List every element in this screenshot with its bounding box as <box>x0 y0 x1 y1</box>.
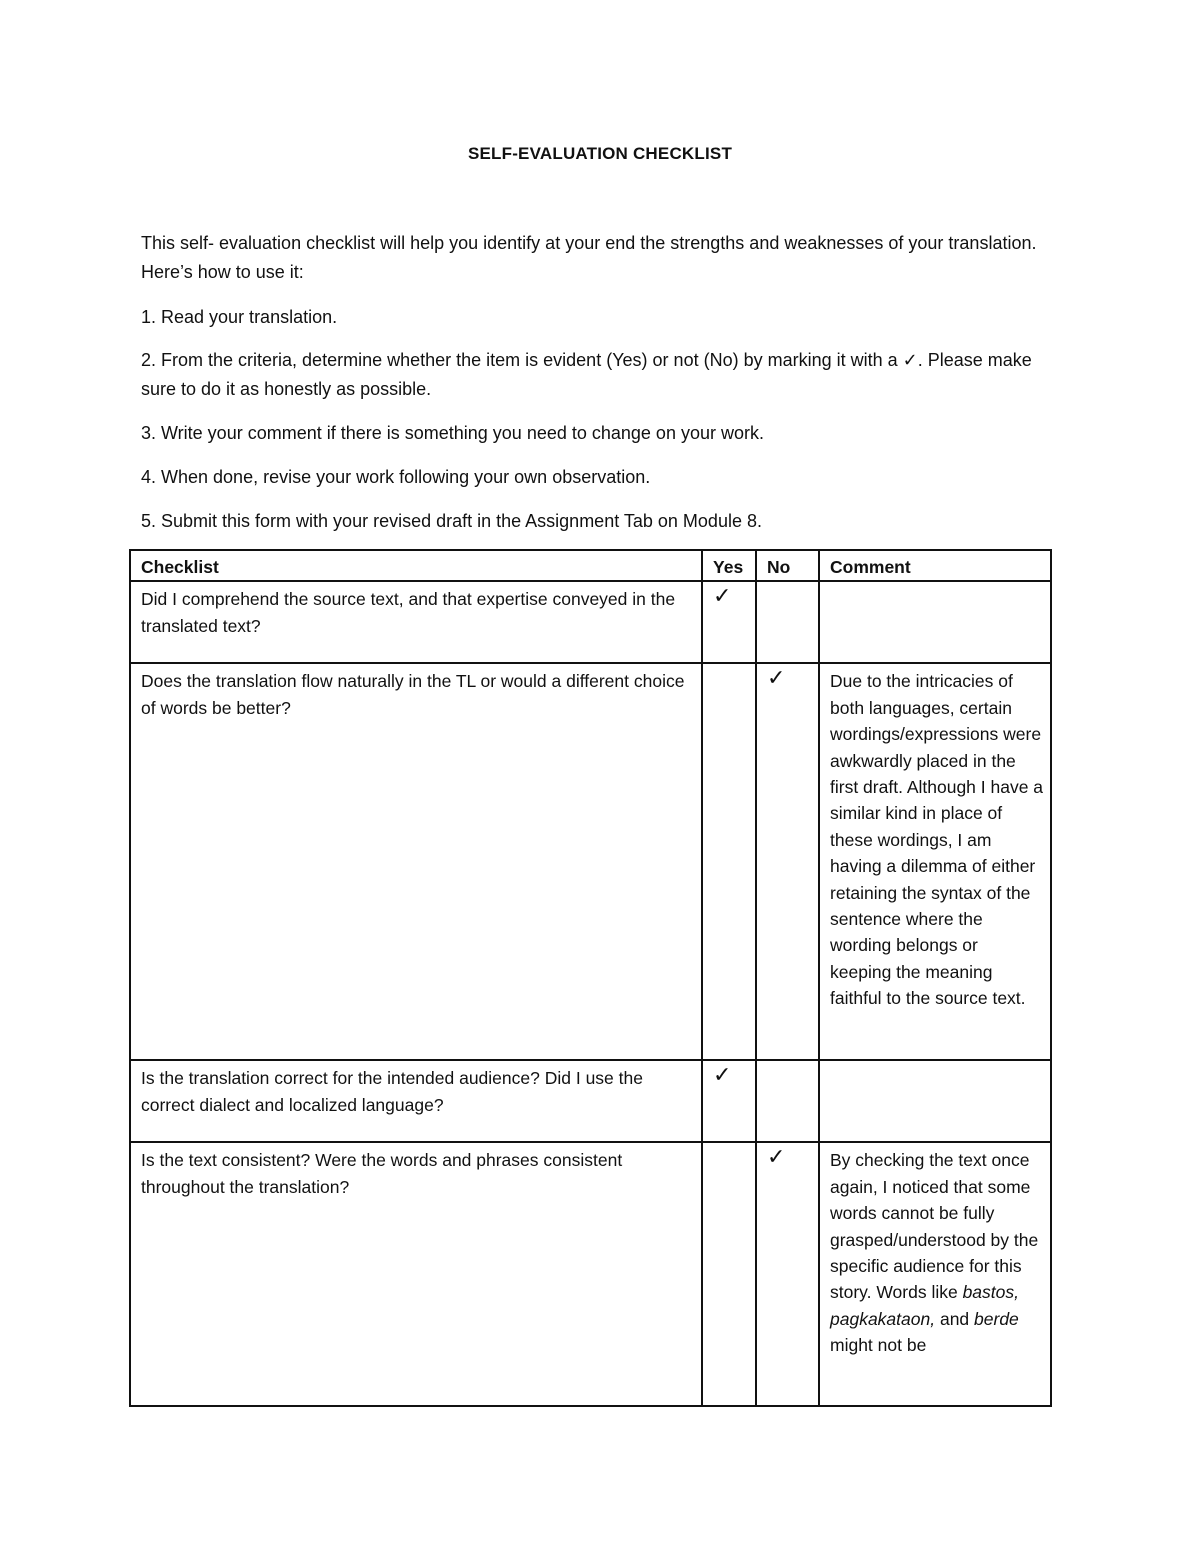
comment-italic-word: bastos, <box>962 1282 1020 1303</box>
header-checklist: Checklist <box>130 550 702 581</box>
question-cell: Does the translation flow naturally in the TL or would a different choice of words be better? <box>130 663 702 1060</box>
table-row <box>130 1142 1051 1406</box>
comment-cell <box>819 581 1051 663</box>
comment-cell <box>819 1142 1051 1406</box>
yes-check-mark: ✓ <box>702 1060 756 1142</box>
step-1: 1. Read your translation. <box>141 307 338 327</box>
comment-cell <box>819 1060 1051 1142</box>
header-yes: Yes <box>702 550 756 581</box>
comment-text: might not be <box>830 1335 927 1356</box>
header-no: No <box>756 550 819 581</box>
step-3: 3. Write your comment if there is something you need to change on your work. <box>141 423 764 443</box>
question-cell: Did I comprehend the source text, and that expertise conveyed in the translated text? <box>130 581 702 663</box>
yes-check-mark: ✓ <box>702 581 756 663</box>
comment-cell: Due to the intricacies of both languages, certain wordings/expressions were awkwardly placed in the first draft. Although I have a similar kind in place of these wordings, I am having a dilemma of either retaining the syntax of the sentence where the wording belongs or keeping the meaning faithful to the source text. <box>819 663 1051 1060</box>
step-2: 2. From the criteria, determine whether the item is evident (Yes) or not (No) by marking it with a ✓. Please make sure to do it as honestly as possible. <box>141 350 1032 399</box>
yes-check-mark <box>702 1142 756 1406</box>
no-check-mark: ✓ <box>756 663 819 1060</box>
table-header-row <box>130 550 1051 581</box>
checklist-table <box>129 549 1052 1407</box>
step-4: 4. When done, revise your work following your own observation. <box>141 467 651 487</box>
no-check-mark: ✓ <box>756 1142 819 1406</box>
step-5: 5. Submit this form with your revised draft in the Assignment Tab on Module 8. <box>141 511 762 531</box>
page-title: SELF-EVALUATION CHECKLIST <box>467 144 733 163</box>
table-row <box>130 663 1051 1060</box>
table-row <box>130 1060 1051 1142</box>
yes-check-mark <box>702 663 756 1060</box>
no-check-mark <box>756 1060 819 1142</box>
intro-paragraph: This self- evaluation checklist will help you identify at your end the strengths and weaknesses of your translation. Here’s how to use it: <box>141 233 1037 282</box>
table-row <box>130 581 1051 663</box>
no-check-mark <box>756 581 819 663</box>
comment-italic-word: pagkakataon, <box>830 1308 936 1329</box>
question-cell: Is the translation correct for the intended audience? Did I use the correct dialect and localized language? <box>130 1060 702 1142</box>
comment-text: and <box>935 1308 975 1329</box>
header-comment: Comment <box>819 550 1051 581</box>
comment-italic-word: berde <box>974 1308 1019 1329</box>
comment-text: By checking the text once again, I noticed that some words cannot be fully grasped/understood by the specific audience for this story. Words like <box>830 1150 1039 1303</box>
question-cell: Is the text consistent? Were the words and phrases consistent throughout the translation? <box>130 1142 702 1406</box>
